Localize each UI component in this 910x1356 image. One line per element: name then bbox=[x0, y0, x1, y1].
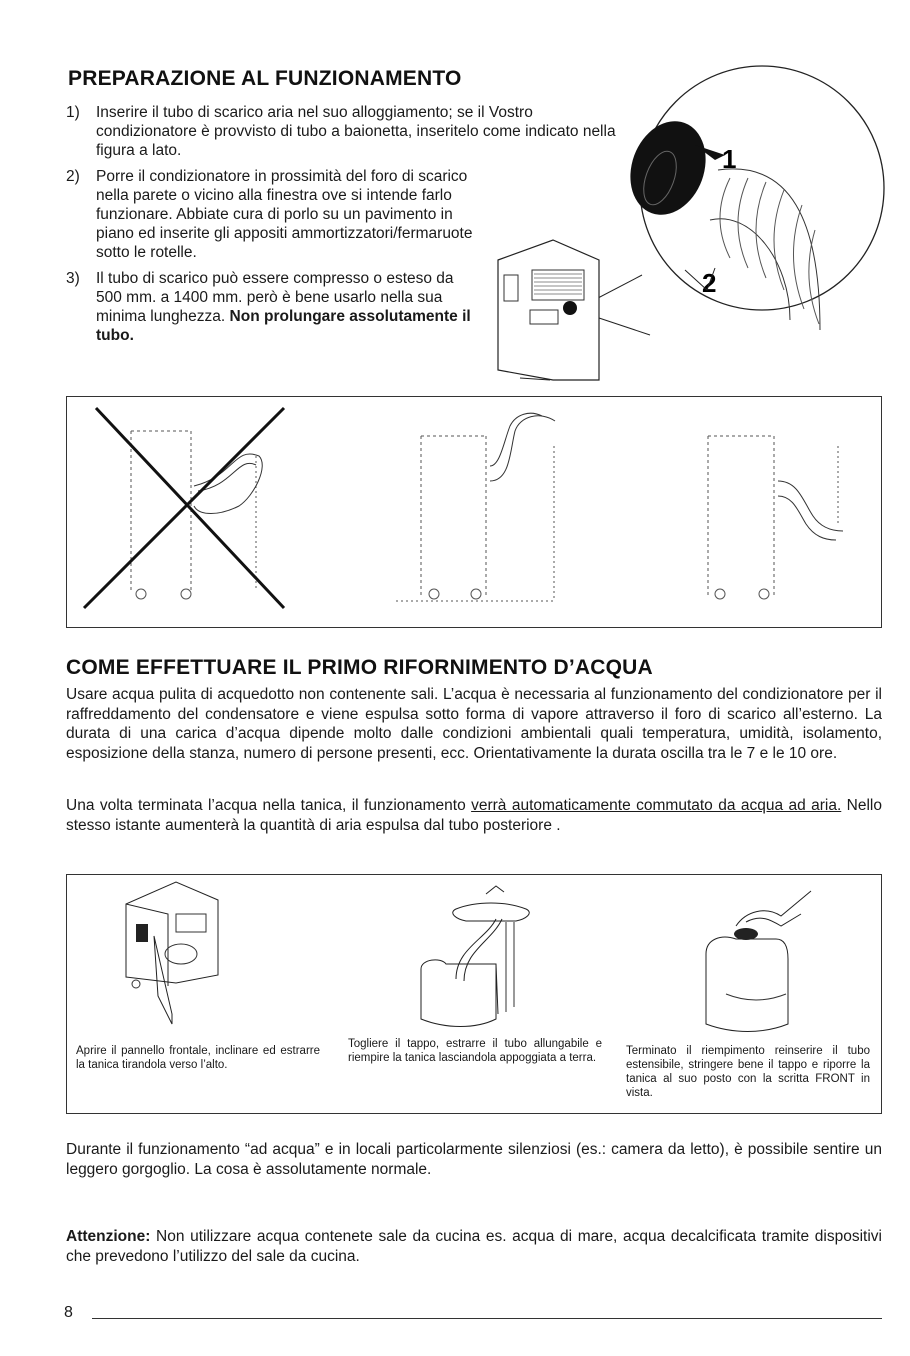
step-text: Porre il condizionatore in prossimità del foro di scarico nella parete o vicino alla finestra ove si intende farlo funzionare. Abbiate cura di porlo su un pavimento in piano ed inserite gli appositi ammortizzatori/fermaruote sotto le rotelle. bbox=[96, 168, 473, 261]
step-number: 1) bbox=[66, 104, 80, 121]
preparation-steps bbox=[66, 103, 616, 352]
page-number: 8 bbox=[64, 1304, 73, 1321]
step-2 bbox=[66, 167, 476, 262]
attention-note bbox=[66, 1227, 882, 1266]
water-refill-paragraph-2 bbox=[66, 796, 882, 835]
close-cap-sketch bbox=[706, 891, 811, 1032]
attention-text: Non utilizzare acqua contenete sale da cucina es. acqua di mare, acqua decalcificata tramite dispositivi che prevedono l’utilizzo del sale da cucina. bbox=[66, 1228, 882, 1265]
step-label-2: 2 bbox=[702, 268, 717, 298]
step-number: 3) bbox=[66, 270, 80, 287]
wrong-position-sketch bbox=[84, 408, 284, 608]
caption-open-panel: Aprire il pannello frontale, inclinare ed estrarre la tanica tirandola verso l’alto. bbox=[76, 1045, 320, 1071]
hose-connection-figure bbox=[490, 60, 890, 390]
refill-sketches bbox=[66, 874, 880, 1034]
section-title-preparation: PREPARAZIONE AL FUNZIONAMENTO bbox=[68, 67, 462, 90]
caption-close-cap: Terminato il riempimento reinserire il tubo estensibile, stringere bene il tappo e riporre la tanica al suo posto con la scritta FRONT in vista. bbox=[626, 1045, 870, 1099]
attention-label: Attenzione: bbox=[66, 1228, 151, 1245]
paragraph-text: Nello stesso istante aumenterà la quantità di aria espulsa dal tubo posteriore . bbox=[66, 797, 882, 834]
step-label-1: 1 bbox=[722, 144, 737, 174]
step-number: 2) bbox=[66, 168, 80, 185]
section-title-water-refill: COME EFFETTUARE IL PRIMO RIFORNIMENTO D’ACQUA bbox=[66, 656, 653, 679]
step-warning: Non prolungare assolutamente il tubo. bbox=[96, 308, 471, 344]
positioning-sketches bbox=[66, 396, 880, 626]
correct-position-sketch-hose-up bbox=[396, 413, 555, 601]
step-text: Inserire il tubo di scarico aria nel suo alloggiamento; se il Vostro condizionatore è provvisto di tubo a baionetta, inseritelo come indicato nella figura a lato. bbox=[96, 104, 616, 159]
step-3 bbox=[66, 269, 476, 345]
open-panel-sketch bbox=[126, 882, 218, 1024]
fill-tank-sketch bbox=[421, 886, 529, 1027]
gurgling-note: Durante il funzionamento “ad acqua” e in locali particolarmente silenziosi (es.: camera da letto), è possibile sentire un leggero gorgoglio. La cosa è assolutamente normale. bbox=[66, 1141, 882, 1178]
footer-rule bbox=[92, 1318, 882, 1319]
correct-position-sketch-hose-down bbox=[708, 436, 843, 599]
step-text: Il tubo di scarico può essere compresso o esteso da 500 mm. a 1400 mm. però è bene usarlo nella sua minima lunghezza. bbox=[96, 270, 454, 325]
water-refill-paragraph-1: Usare acqua pulita di acquedotto non contenente sali. L’acqua è necessaria al funzionamento del condizionatore per il raffreddamento del condensatore e viene espulsa sotto forma di vapore attraverso il foro di scarico all’esterno. La durata di una carica d’acqua dipende molto dalle condizioni ambientali quali temperatura, umidità, isolamento, esposizione della stanza, numero di persone presenti, ecc. Orientativamente la durata oscilla tra le 7 e le 10 ore. bbox=[66, 686, 882, 762]
paragraph-text: Una volta terminata l’acqua nella tanica, il funzionamento bbox=[66, 797, 472, 814]
underlined-text: verrà automaticamente commutato da acqua ad aria. bbox=[471, 797, 842, 814]
caption-fill-tank: Togliere il tappo, estrarre il tubo allungabile e riempire la tanica lasciandola appoggiata a terra. bbox=[348, 1038, 602, 1064]
